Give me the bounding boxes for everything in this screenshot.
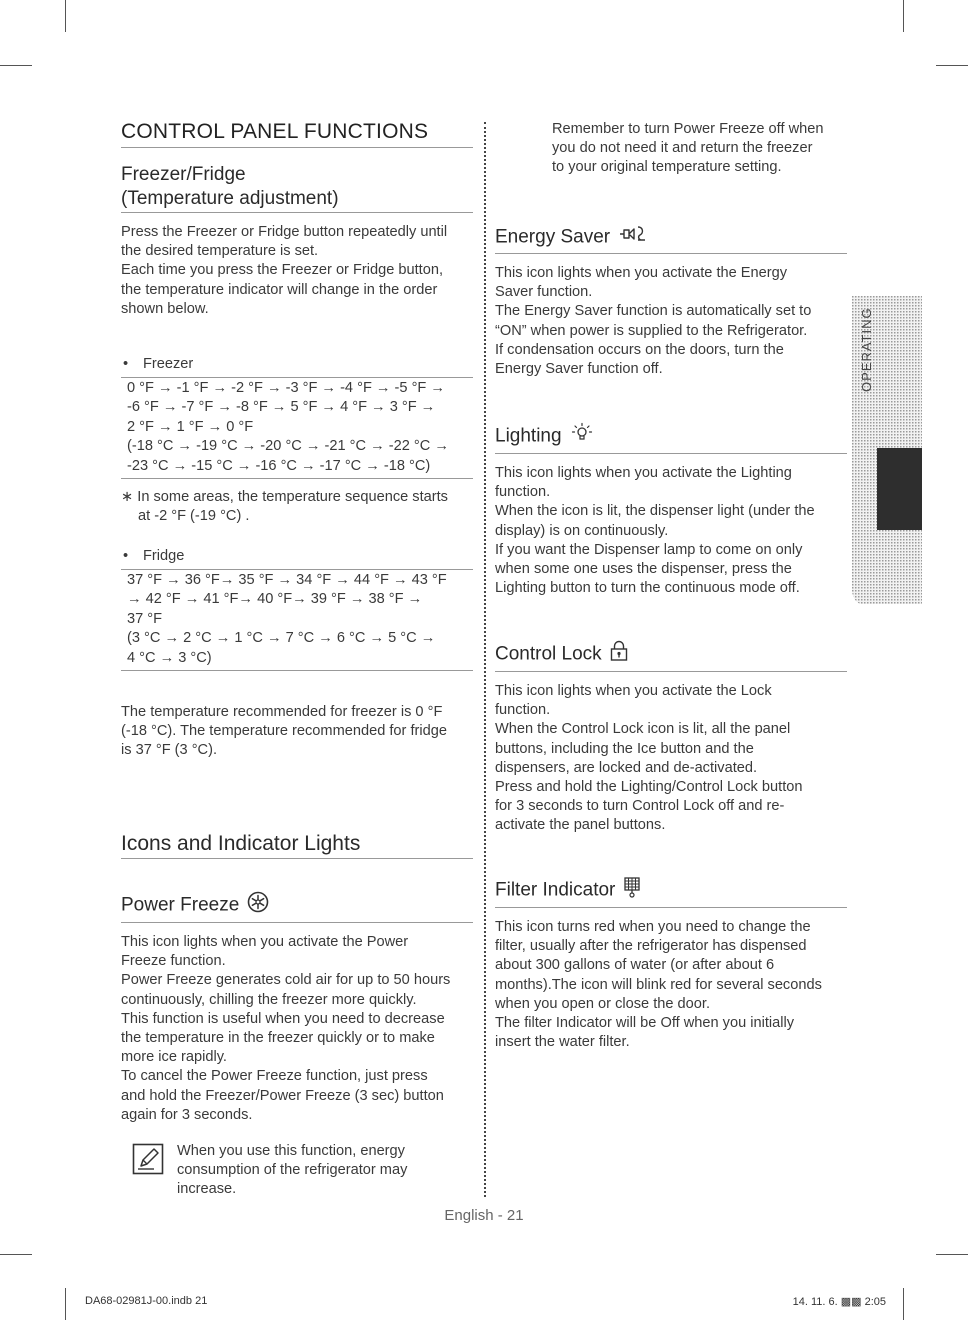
text-line: The temperature recommended for freezer is 0 °F — [121, 704, 443, 720]
text-line: When you use this function, energy — [177, 1143, 405, 1159]
power-freeze-note — [177, 1142, 467, 1200]
energy-saver-text — [495, 264, 847, 379]
text-line: at -2 °F (-19 °C) . — [138, 508, 250, 525]
text-line: This icon lights when you activate the Lock — [495, 683, 772, 699]
page-number: English - 21 — [444, 1207, 524, 1224]
sequence-line: -6 °F → -7 °F → -8 °F → 5 °F → 4 °F → 3 °F → — [127, 399, 436, 416]
text-line: the desired temperature is set. — [121, 243, 319, 260]
text-line: “ON” when power is supplied to the Refrigerator. — [495, 322, 808, 339]
text-line: is 37 °F (3 °C). — [121, 742, 218, 759]
text-line: shown below. — [121, 300, 209, 317]
crop-mark — [936, 65, 968, 66]
text-line: for 3 seconds to turn Control Lock off and re- — [495, 798, 785, 815]
text-line: function. — [495, 484, 551, 501]
text-line: (-18 °C). The temperature recommended for fridge — [121, 723, 447, 740]
text-line: and hold the Freezer/Power Freeze (3 sec) button — [121, 1087, 444, 1104]
freezer-sequence — [121, 378, 473, 479]
crop-mark — [0, 1254, 32, 1255]
text-line: you do not need it and return the freezer — [552, 140, 813, 157]
lock-icon — [610, 640, 628, 669]
operating-side-tab — [852, 296, 922, 604]
text-line: This icon lights when you activate the Energy — [495, 265, 788, 281]
text-line: continuously, chilling the freezer more quickly. — [121, 991, 417, 1008]
text-line: function. — [495, 702, 551, 719]
sequence-line: -23 °C → -15 °C → -16 °C → -17 °C → -18 °C) — [127, 457, 431, 474]
text-line: This icon lights when you activate the Lighting — [495, 465, 792, 481]
freezer-note — [121, 488, 473, 526]
icons-heading: Icons and Indicator Lights — [121, 831, 473, 859]
text-line: the temperature indicator will change in the order — [121, 281, 438, 298]
sequence-line: (3 °C → 2 °C → 1 °C → 7 °C → 6 °C → 5 °C → — [127, 630, 436, 647]
text-line: when some one uses the dispenser, press the — [495, 561, 792, 578]
text-line: The Energy Saver function is automatically set to — [495, 303, 812, 320]
side-tab-label: OPERATING — [859, 307, 874, 393]
filter-indicator-heading-row — [495, 876, 847, 908]
energy-saver-icon — [618, 224, 648, 251]
text-line: to your original temperature setting. — [552, 159, 782, 176]
text-line: buttons, including the Ice button and the — [495, 740, 754, 757]
energy-saver-heading-row — [495, 224, 847, 254]
power-freeze-continued — [552, 120, 852, 178]
text-line: Energy Saver function off. — [495, 361, 663, 378]
text-line: again for 3 seconds. — [121, 1106, 253, 1123]
text-line: Remember to turn Power Freeze off when — [552, 121, 824, 137]
control-lock-section — [495, 640, 847, 836]
note-icon — [132, 1143, 164, 1175]
crop-mark — [0, 65, 32, 66]
crop-mark — [903, 0, 904, 32]
energy-saver-heading: Energy Saver — [495, 226, 611, 248]
page-title: CONTROL PANEL FUNCTIONS — [121, 120, 473, 148]
energy-saver-section — [495, 224, 847, 379]
text-line: This function is useful when you need to decrease — [121, 1010, 445, 1027]
text-line: If condensation occurs on the doors, turn the — [495, 341, 784, 358]
freezer-label: Freezer — [143, 356, 194, 372]
fridge-label-row — [121, 546, 473, 570]
text-line: Press and hold the Lighting/Control Lock button — [495, 779, 803, 796]
filter-indicator-section — [495, 876, 847, 1052]
text-line: ∗ In some areas, the temperature sequence starts — [121, 489, 448, 506]
temperature-adjustment-text — [121, 223, 473, 319]
text-line: Each time you press the Freezer or Fridge button, — [121, 262, 444, 279]
text-line: dispensers, are locked and de-activated. — [495, 759, 758, 776]
sequence-line: 2 °F → 1 °F → 0 °F — [127, 418, 254, 435]
filter-indicator-heading: Filter Indicator — [495, 879, 616, 901]
fridge-sequence-block — [121, 546, 473, 671]
lighting-heading: Lighting — [495, 425, 562, 447]
text-line: filter, usually after the refrigerator has dispensed — [495, 938, 807, 955]
text-line: the temperature in the freezer quickly or to make — [121, 1030, 435, 1047]
text-line: When the Control Lock icon is lit, all the panel — [495, 721, 791, 738]
control-lock-heading-row — [495, 640, 847, 672]
section-heading: (Temperature adjustment) — [121, 187, 473, 213]
sequence-line: → 42 °F → 41 °F→ 40 °F→ 39 °F → 38 °F → — [127, 591, 423, 608]
sequence-line: (-18 °C → -19 °C → -20 °C → -21 °C → -22 °C → — [127, 438, 449, 455]
temperature-adjustment-section — [121, 163, 473, 319]
filter-icon — [623, 876, 641, 905]
freezer-sequence-block — [121, 354, 473, 526]
bullet: • — [123, 356, 129, 372]
text-line: To cancel the Power Freeze function, just press — [121, 1068, 428, 1085]
text-line: This icon lights when you activate the Power — [121, 934, 409, 950]
control-lock-text — [495, 682, 847, 836]
text-line: Press the Freezer or Fridge button repeatedly until — [121, 224, 448, 240]
text-line: Saver function. — [495, 284, 593, 301]
crop-mark — [903, 1288, 904, 1320]
text-line: Freeze function. — [121, 953, 226, 970]
control-lock-heading: Control Lock — [495, 643, 602, 665]
crop-mark — [936, 1254, 968, 1255]
sequence-line: 4 °C → 3 °C) — [127, 649, 212, 666]
text-line: consumption of the refrigerator may — [177, 1162, 408, 1179]
file-name: DA68-02981J-00.indb 21 — [85, 1295, 208, 1307]
power-freeze-text — [121, 933, 473, 1125]
text-line: more ice rapidly. — [121, 1049, 227, 1066]
sequence-line: 37 °F — [127, 610, 163, 627]
lighting-section — [495, 422, 847, 598]
text-line: about 300 gallons of water (or after about 6 — [495, 957, 775, 974]
recommended-temperature-text — [121, 703, 473, 761]
bullet: • — [123, 548, 129, 564]
text-line: insert the water filter. — [495, 1034, 630, 1051]
text-line: Power Freeze generates cold air for up to 50 hours — [121, 972, 451, 989]
crop-mark — [65, 0, 66, 32]
lighting-text — [495, 464, 847, 598]
text-line: When the icon is lit, the dispenser light (under the — [495, 503, 815, 520]
text-line: Lighting button to turn the continuous mode off. — [495, 580, 800, 597]
power-freeze-icon — [247, 891, 269, 920]
text-line: activate the panel buttons. — [495, 817, 666, 834]
text-line: increase. — [177, 1181, 237, 1198]
fridge-label: Fridge — [143, 548, 185, 564]
column-divider — [484, 122, 486, 1197]
lighting-heading-row — [495, 422, 847, 454]
text-line: This icon turns red when you need to change the — [495, 919, 811, 935]
filter-indicator-text — [495, 918, 847, 1052]
lighting-icon — [570, 422, 594, 451]
text-line: months).The icon will blink red for several seconds — [495, 976, 822, 993]
power-freeze-section — [121, 891, 473, 1125]
text-line: when you open or close the door. — [495, 995, 711, 1012]
text-line: display) is on continuously. — [495, 522, 669, 539]
section-heading: Freezer/Fridge — [121, 164, 246, 185]
power-freeze-heading-row — [121, 891, 473, 923]
text-line: If you want the Dispenser lamp to come on only — [495, 541, 803, 558]
sequence-line: 37 °F → 36 °F→ 35 °F → 34 °F → 44 °F → 43 °F — [127, 572, 447, 588]
freezer-label-row — [121, 354, 473, 378]
crop-mark — [65, 1288, 66, 1320]
print-timestamp: 14. 11. 6. ▩▩ 2:05 — [792, 1296, 886, 1308]
power-freeze-heading: Power Freeze — [121, 894, 240, 916]
text-line: The filter Indicator will be Off when you initially — [495, 1015, 795, 1032]
sequence-line: 0 °F → -1 °F → -2 °F → -3 °F → -4 °F → -5 °F → — [127, 380, 445, 396]
fridge-sequence — [121, 570, 473, 671]
